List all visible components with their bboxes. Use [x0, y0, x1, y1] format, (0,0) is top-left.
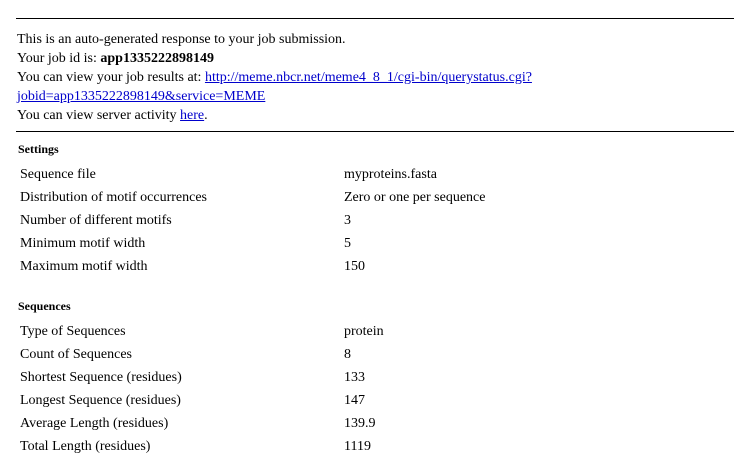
- settings-value: Zero or one per sequence: [344, 190, 486, 205]
- sequences-row: [20, 366, 720, 389]
- settings-value: 5: [344, 236, 351, 251]
- settings-key: Minimum motif width: [20, 236, 146, 251]
- server-activity-line: [17, 106, 732, 125]
- sequences-key: Average Length (residues): [20, 416, 169, 431]
- section-divider: [16, 131, 734, 132]
- job-submission-message: [17, 30, 732, 125]
- settings-value: 150: [344, 259, 365, 274]
- job-id-value: app1335222898149: [100, 51, 214, 66]
- settings-row: [20, 209, 720, 232]
- sequences-value: 147: [344, 393, 365, 408]
- settings-key: Distribution of motif occurrences: [20, 190, 208, 205]
- results-link-part2[interactable]: jobid=app1335222898149&service=MEME: [17, 89, 266, 104]
- settings-key: Number of different motifs: [20, 213, 172, 228]
- settings-row: [20, 163, 720, 186]
- settings-row: [20, 186, 720, 209]
- sequences-heading: Sequences: [18, 299, 71, 313]
- sequences-table: [20, 320, 720, 458]
- sequences-row: [20, 412, 720, 435]
- server-activity-link[interactable]: here: [180, 108, 205, 123]
- settings-table: [20, 163, 720, 278]
- sequences-key: Longest Sequence (residues): [20, 393, 181, 408]
- settings-heading: Settings: [18, 142, 59, 156]
- sequences-value: 139.9: [344, 416, 376, 431]
- sequences-row: [20, 389, 720, 412]
- sequences-row: [20, 435, 720, 458]
- settings-value: myproteins.fasta: [344, 167, 437, 182]
- sequences-row: [20, 320, 720, 343]
- results-line-cont: [17, 87, 732, 106]
- sequences-key: Total Length (residues): [20, 439, 151, 454]
- settings-row: [20, 255, 720, 278]
- sequences-value: protein: [344, 324, 384, 339]
- settings-key: Sequence file: [20, 167, 96, 182]
- job-id-label: Your job id is:: [17, 51, 101, 66]
- results-label: You can view your job results at:: [17, 70, 205, 85]
- settings-value: 3: [344, 213, 351, 228]
- settings-row: [20, 232, 720, 255]
- server-activity-suffix: .: [204, 108, 208, 123]
- auto-response-notice: This is an auto-generated response to your job submission.: [17, 32, 346, 47]
- job-id-line: [17, 49, 732, 68]
- server-activity-label: You can view server activity: [17, 108, 181, 123]
- results-link-part1[interactable]: http://meme.nbcr.net/meme4_8_1/cgi-bin/querystatus.cgi?: [204, 70, 532, 85]
- sequences-key: Count of Sequences: [20, 347, 132, 362]
- settings-key: Maximum motif width: [20, 259, 148, 274]
- top-divider: [16, 18, 734, 19]
- sequences-value: 1119: [344, 439, 371, 454]
- sequences-row: [20, 343, 720, 366]
- sequences-key: Type of Sequences: [20, 324, 126, 339]
- sequences-value: 8: [344, 347, 351, 362]
- sequences-key: Shortest Sequence (residues): [20, 370, 182, 385]
- results-line: [17, 68, 732, 87]
- sequences-value: 133: [344, 370, 365, 385]
